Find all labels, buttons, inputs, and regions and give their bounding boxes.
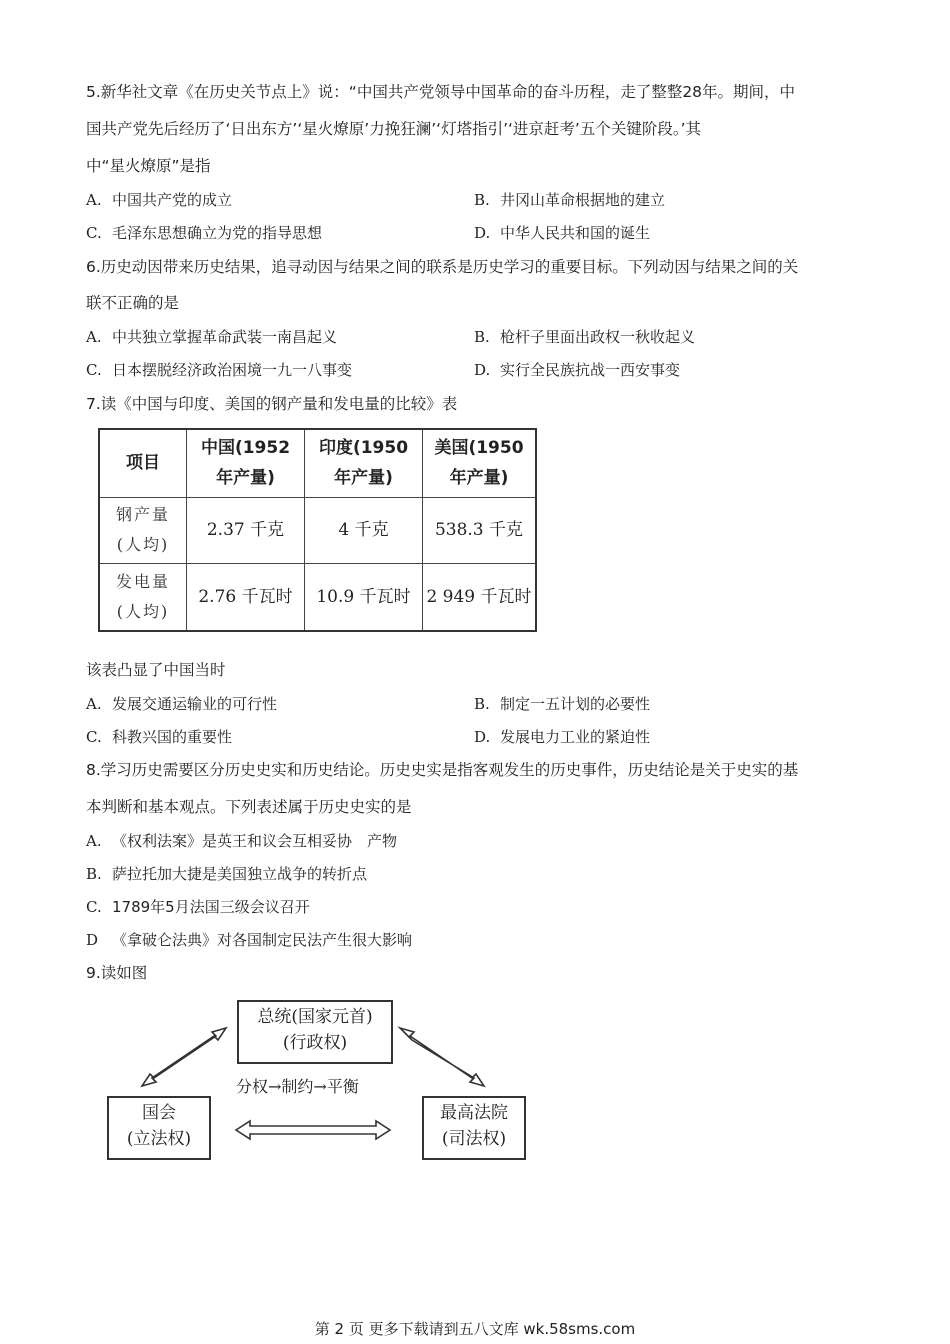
q6-stem-line-1: 6.历史动因带来历史结果，追寻动因与结果之间的联系是历史学习的重要目标。下列动因与结果之间的关 — [86, 258, 799, 276]
supreme-court-box — [422, 1096, 526, 1160]
table-row — [99, 563, 536, 631]
q8-option-c: C. 1789年5月法国三级会议召开 — [86, 898, 310, 916]
cell-china-power: 2.76 千瓦时 — [187, 563, 305, 631]
q5-option-b: B. 井冈山革命根据地的建立 — [474, 191, 666, 209]
q8-option-d: D 《拿破仑法典》对各国制定民法产生很大影响 — [86, 931, 413, 949]
president-box — [237, 1000, 393, 1064]
q6-option-a: A. 中共独立掌握革命武装一南昌起义 — [86, 328, 338, 346]
page-footer: 第 2 页 更多下载请到五八文库 wk.58sms.com — [314, 1320, 636, 1338]
q6-option-b: B. 枪杆子里面出政权一秋收起义 — [474, 328, 696, 346]
executive-power-label: (行政权) — [282, 1033, 348, 1053]
table-header-india: 印度(1950 年产量) — [305, 429, 423, 497]
table-header-china: 中国(1952 年产量) — [187, 429, 305, 497]
q5-stem-line-1: 5.新华社文章《在历史关节点上》说：“中国共产党领导中国革命的奋斗历程，走了整整28年。期间，中 — [86, 83, 796, 101]
q8-option-b: B. 萨拉托加大捷是美国独立战争的转折点 — [86, 865, 368, 883]
supreme-court-label: 最高法院 — [440, 1103, 508, 1123]
congress-box — [107, 1096, 211, 1160]
table-row — [99, 497, 536, 563]
arrow-right-diagonal — [400, 1028, 484, 1086]
cell-india-power: 10.9 千瓦时 — [305, 563, 423, 631]
q7-option-a: A. 发展交通运输业的可行性 — [86, 695, 278, 713]
table-header-usa: 美国(1950 年产量) — [423, 429, 537, 497]
q5-option-d: D. 中华人民共和国的诞生 — [474, 224, 651, 242]
power-balance-text: 分权→制约→平衡 — [236, 1077, 359, 1096]
q5-stem-line-3: 中“星火燎原”是指 — [86, 157, 211, 175]
q7-option-d: D. 发展电力工业的紧迫性 — [474, 728, 651, 746]
q6-stem-line-2: 联不正确的是 — [86, 294, 180, 312]
q7-option-c: C. 科教兴国的重要性 — [86, 728, 233, 746]
president-label: 总统(国家元首) — [257, 1007, 373, 1027]
arrow-left-diagonal — [142, 1028, 226, 1086]
cell-india-steel: 4 千克 — [305, 497, 423, 563]
q5-option-a: A. 中国共产党的成立 — [86, 191, 233, 209]
q8-option-a: A. 《权利法案》是英王和议会互相妥协 产物 — [86, 832, 398, 850]
judicial-power-label: (司法权) — [441, 1129, 507, 1149]
cell-china-steel: 2.37 千克 — [187, 497, 305, 563]
q9-stem: 9.读如图 — [86, 964, 148, 982]
q7-stem: 7.读《中国与印度、美国的钢产量和发电量的比较》表 — [86, 395, 458, 413]
q8-stem-line-1: 8.学习历史需要区分历史史实和历史结论。历史史实是指客观发生的历史事件，历史结论是关于史实的基 — [86, 761, 799, 779]
row-label-steel: 钢产量 (人均) — [99, 497, 187, 563]
cell-usa-power: 2 949 千瓦时 — [423, 563, 537, 631]
separation-of-powers-diagram — [98, 996, 528, 1164]
steel-power-comparison-table — [98, 428, 537, 632]
q6-option-d: D. 实行全民族抗战一西安事变 — [474, 361, 681, 379]
q5-stem-line-2: 国共产党先后经历了‘日出东方’‘星火燎原’力挽狂澜’‘灯塔指引’‘进京赶考’五个关键阶段。’其 — [86, 120, 702, 138]
table-header-item: 项目 — [99, 429, 187, 497]
congress-label: 国会 — [142, 1103, 176, 1123]
arrow-horizontal — [236, 1121, 390, 1139]
cell-usa-steel: 538.3 千克 — [423, 497, 537, 563]
q7-option-b: B. 制定一五计划的必要性 — [474, 695, 651, 713]
q5-option-c: C. 毛泽东思想确立为党的指导思想 — [86, 224, 323, 242]
q6-option-c: C. 日本摆脱经济政治困境一九一八事变 — [86, 361, 353, 379]
legislative-power-label: (立法权) — [126, 1129, 192, 1149]
row-label-power: 发电量 (人均) — [99, 563, 187, 631]
q7-after-table: 该表凸显了中国当时 — [86, 661, 226, 679]
q8-stem-line-2: 本判断和基本观点。下列表述属于历史史实的是 — [86, 798, 412, 816]
